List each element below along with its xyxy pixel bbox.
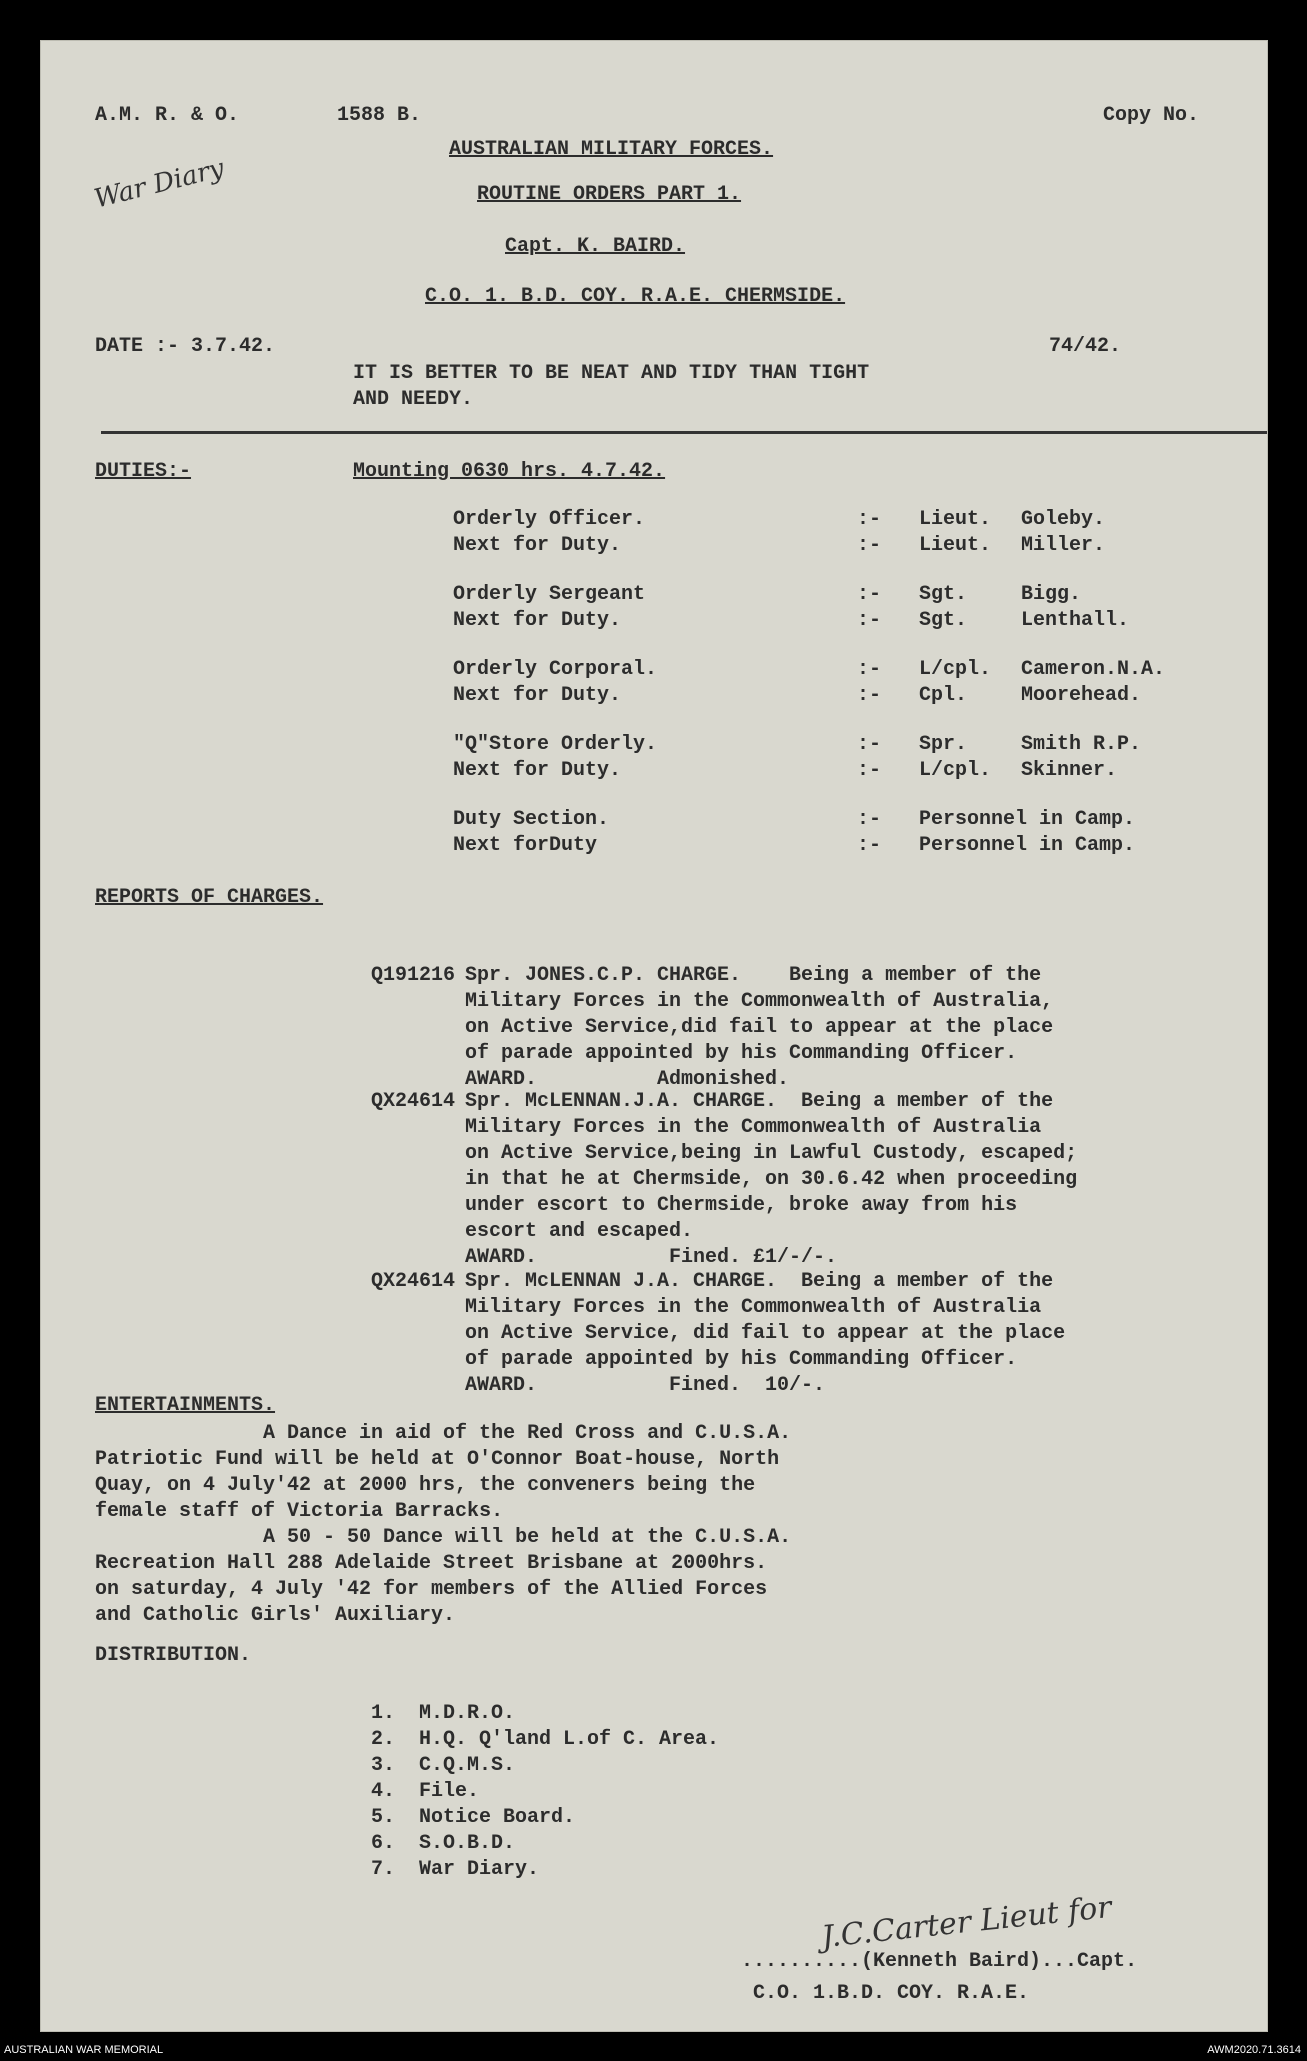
duty-role: Next for Duty. bbox=[453, 534, 622, 557]
order-number: 74/42. bbox=[1049, 335, 1122, 358]
duty-sep: :- bbox=[857, 834, 882, 857]
duty-rank: Lieut. bbox=[919, 534, 992, 557]
duty-sep: :- bbox=[857, 759, 882, 782]
signature-unit: C.O. 1.B.D. COY. R.A.E. bbox=[753, 1982, 1030, 2005]
list-item: 5. Notice Board. bbox=[371, 1806, 576, 1829]
duty-rank: Sgt. bbox=[919, 583, 968, 606]
duty-sep: :- bbox=[857, 733, 882, 756]
duty-name: Skinner. bbox=[1021, 759, 1118, 782]
duty-name: Cameron.N.A. bbox=[1021, 658, 1166, 681]
duty-role: Next for Duty. bbox=[453, 609, 622, 632]
title-line-3: Capt. K. BAIRD. bbox=[505, 235, 686, 258]
duty-role: Orderly Sergeant bbox=[453, 583, 646, 606]
duty-rank: L/cpl. bbox=[919, 658, 992, 681]
list-item: 4. File. bbox=[371, 1780, 480, 1803]
ref-number: 1588 B. bbox=[337, 104, 422, 127]
list-item: 1. M.D.R.O. bbox=[371, 1702, 516, 1725]
title-line-1: AUSTRALIAN MILITARY FORCES. bbox=[449, 138, 774, 161]
duty-name: Lenthall. bbox=[1021, 609, 1130, 632]
duty-sep: :- bbox=[857, 658, 882, 681]
duty-rank: Sgt. bbox=[919, 609, 968, 632]
duty-role: Next forDuty bbox=[453, 834, 598, 857]
charge-text: Spr. McLENNAN J.A. CHARGE. Being a member of the Military Forces in the Commonwealth of Australia on Active Service, did fail to appear at the place of parade appointed by his Commanding Officer. AWARD. Fined. 10/-. bbox=[465, 1270, 1066, 1397]
duty-sep: :- bbox=[857, 508, 882, 531]
handwritten-signature: J.C.Carter Lieut for bbox=[819, 1889, 1114, 1956]
charge-text: Spr. JONES.C.P. CHARGE. Being a member of the Military Forces in the Commonwealth of Australia, on Active Service,did fail to appear at the place of parade appointed by his Commanding Officer. AWARD. Admonished. bbox=[465, 964, 1054, 1091]
handwritten-war-diary: War Diary bbox=[91, 153, 228, 215]
motto-line-1: IT IS BETTER TO BE NEAT AND TIDY THAN TIGHT bbox=[353, 362, 870, 385]
duty-name: Goleby. bbox=[1021, 508, 1106, 531]
duty-role: Next for Duty. bbox=[453, 684, 622, 707]
duty-sep: :- bbox=[857, 583, 882, 606]
duty-assignment: Personnel in Camp. bbox=[919, 808, 1136, 831]
duty-name: Bigg. bbox=[1021, 583, 1082, 606]
footer-reference: AWM2020.71.3614 bbox=[1207, 2044, 1301, 2056]
charge-text: Spr. McLENNAN.J.A. CHARGE. Being a member of the Military Forces in the Commonwealth of Australia on Active Service,being in Lawful Custody, escaped; in that he at Chermside, on 30.6.42 when proceeding under escort to Chermside, broke away from his escort and escaped. AWARD. Fined. £1/-/-. bbox=[465, 1090, 1078, 1269]
charge-number: QX24614 bbox=[371, 1090, 456, 1113]
duty-rank: Lieut. bbox=[919, 508, 992, 531]
title-line-2: ROUTINE ORDERS PART 1. bbox=[477, 183, 742, 206]
duty-role: "Q"Store Orderly. bbox=[453, 733, 658, 756]
motto-line-2: AND NEEDY. bbox=[353, 388, 474, 411]
duty-name: Moorehead. bbox=[1021, 684, 1142, 707]
duty-role: Orderly Officer. bbox=[453, 508, 646, 531]
duty-role: Next for Duty. bbox=[453, 759, 622, 782]
distribution-heading: DISTRIBUTION. bbox=[95, 1644, 252, 1667]
duty-role: Duty Section. bbox=[453, 808, 610, 831]
duties-heading: DUTIES:- bbox=[95, 460, 192, 483]
duty-rank: L/cpl. bbox=[919, 759, 992, 782]
ref-left: A.M. R. & O. bbox=[95, 104, 240, 127]
distribution-list bbox=[371, 1701, 719, 1883]
charges-heading: REPORTS OF CHARGES. bbox=[95, 886, 324, 909]
header-divider bbox=[101, 431, 1267, 434]
title-line-4: C.O. 1. B.D. COY. R.A.E. CHERMSIDE. bbox=[425, 285, 846, 308]
duty-sep: :- bbox=[857, 684, 882, 707]
copy-no: Copy No. bbox=[1103, 104, 1200, 127]
footer-source: AUSTRALIAN WAR MEMORIAL bbox=[4, 2044, 164, 2056]
list-item: 7. War Diary. bbox=[371, 1858, 540, 1881]
duty-name: Miller. bbox=[1021, 534, 1106, 557]
duty-name: Smith R.P. bbox=[1021, 733, 1142, 756]
document-page bbox=[40, 40, 1268, 2032]
list-item: 2. H.Q. Q'land L.of C. Area. bbox=[371, 1728, 720, 1751]
duty-rank: Cpl. bbox=[919, 684, 968, 707]
charge-number: QX24614 bbox=[371, 1270, 456, 1293]
list-item: 3. C.Q.M.S. bbox=[371, 1754, 516, 1777]
date: DATE :- 3.7.42. bbox=[95, 335, 276, 358]
duty-sep: :- bbox=[857, 609, 882, 632]
duty-rank: Spr. bbox=[919, 733, 968, 756]
entertainments-heading: ENTERTAINMENTS. bbox=[95, 1394, 276, 1417]
duty-assignment: Personnel in Camp. bbox=[919, 834, 1136, 857]
entertainments-text: A Dance in aid of the Red Cross and C.U.S.A. Patriotic Fund will be held at O'Connor Boat-house, North Quay, on 4 July'42 at 2000 hrs, the conveners being the female staff of Victoria Barracks. A 50 - 50 Dance will be held at the C.U.S.A. Recreation Hall 288 Adelaide Street Brisbane at 2000hrs. on saturday, 4 July '42 for members of the Allied Forces and Catholic Girls' Auxiliary. bbox=[95, 1422, 792, 1627]
signature-line: ..........(Kenneth Baird)...Capt. bbox=[741, 1950, 1138, 1973]
duties-mounting: Mounting 0630 hrs. 4.7.42. bbox=[353, 460, 666, 483]
duty-role: Orderly Corporal. bbox=[453, 658, 658, 681]
duty-sep: :- bbox=[857, 534, 882, 557]
charge-number: Q191216 bbox=[371, 964, 456, 987]
duty-sep: :- bbox=[857, 808, 882, 831]
list-item: 6. S.O.B.D. bbox=[371, 1832, 516, 1855]
